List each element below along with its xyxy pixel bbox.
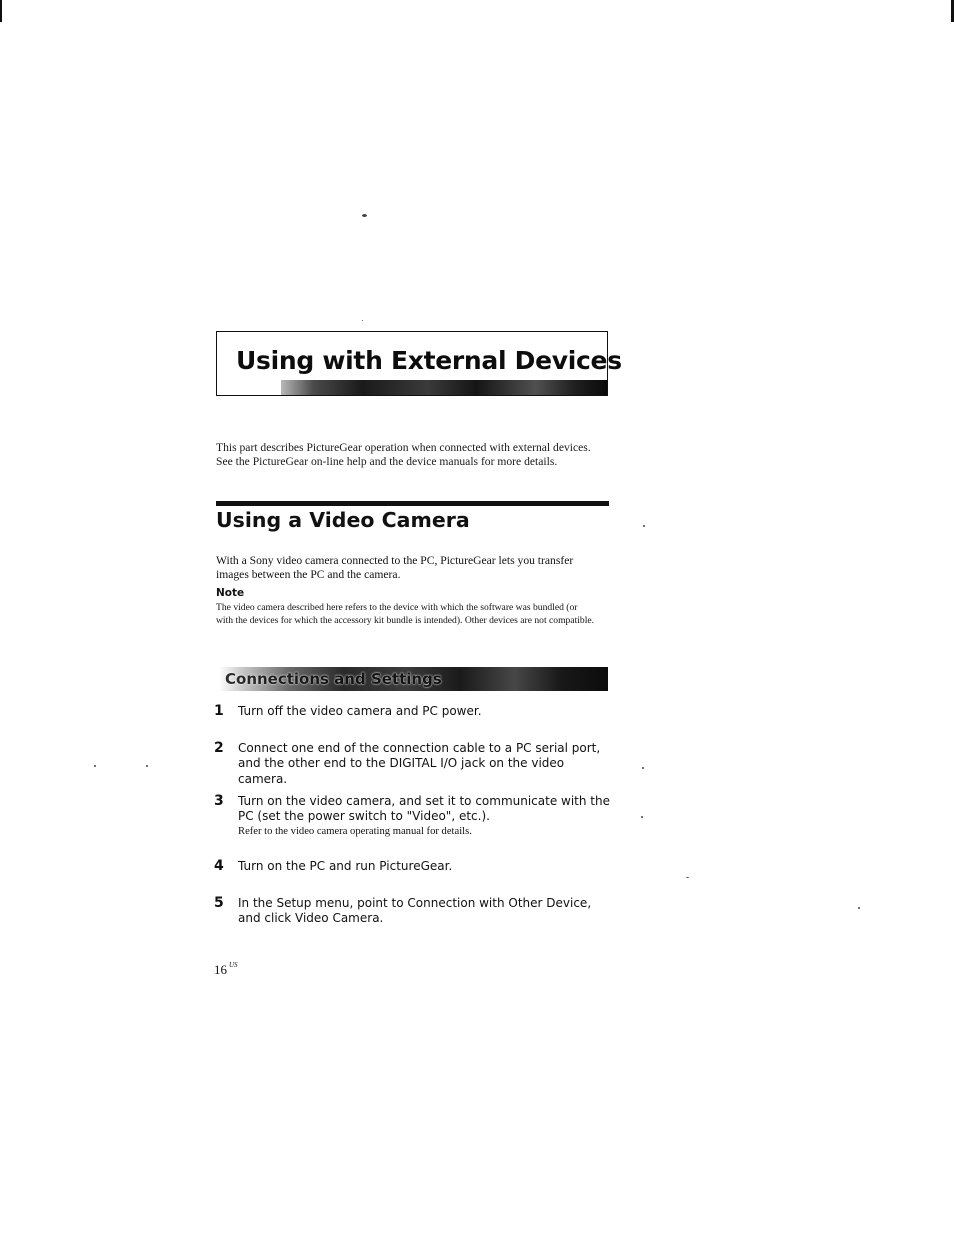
scan-speck <box>686 877 689 878</box>
step-number: 4 <box>214 858 224 874</box>
scan-speck <box>146 765 148 767</box>
section-rule <box>216 501 609 506</box>
page-number <box>214 961 238 978</box>
chapter-title: Using with External Devices <box>236 346 622 375</box>
step-text: Connect one end of the connection cable to a PC serial port, and the other end to the DIGITAL I/O jack on the video camera. <box>238 741 601 786</box>
intro-paragraph: This part describes PictureGear operation when connected with external devices. See the PictureGear on-line help and the device manuals for more details. <box>216 441 591 468</box>
scan-speck <box>641 816 643 818</box>
step-main-text: Turn on the video camera, and set it to communicate with the PC (set the power switch to "Video", etc.). <box>238 794 610 824</box>
step-text: Turn off the video camera and PC power. <box>238 704 482 718</box>
page-number-value: 16 <box>214 962 227 977</box>
chapter-header-box <box>216 331 622 396</box>
scan-edge-mark-left <box>0 0 2 22</box>
subsection-banner <box>219 667 608 691</box>
step-sub-text: Refer to the video camera operating manual for details. <box>238 825 472 837</box>
page-number-suffix: US <box>229 961 238 969</box>
step-text: In the Setup menu, point to Connection with Other Device, and click Video Camera. <box>238 896 592 926</box>
chapter-decorative-bar <box>281 380 607 395</box>
scan-speck <box>643 525 645 527</box>
scan-speck <box>858 907 860 909</box>
scan-speck <box>362 214 367 217</box>
step-number: 3 <box>214 793 224 809</box>
section-paragraph: With a Sony video camera connected to the PC, PictureGear lets you transfer images between the PC and the camera. <box>216 554 574 581</box>
scan-speck <box>642 767 644 769</box>
note-text: The video camera described here refers to the device with which the software was bundled (or with the devices for which the accessory kit bundle is intended). Other devices are not compatible. <box>216 602 595 626</box>
step-text: Turn on the PC and run PictureGear. <box>238 859 453 873</box>
section-title: Using a Video Camera <box>216 508 470 532</box>
scan-speck <box>94 765 96 767</box>
step-text <box>238 794 610 839</box>
scan-speck <box>362 320 363 321</box>
step-number: 1 <box>214 703 224 719</box>
step-number: 5 <box>214 895 224 911</box>
step-number: 2 <box>214 740 224 756</box>
note-label: Note <box>216 587 245 599</box>
subsection-title: Connections and Settings <box>225 670 442 688</box>
